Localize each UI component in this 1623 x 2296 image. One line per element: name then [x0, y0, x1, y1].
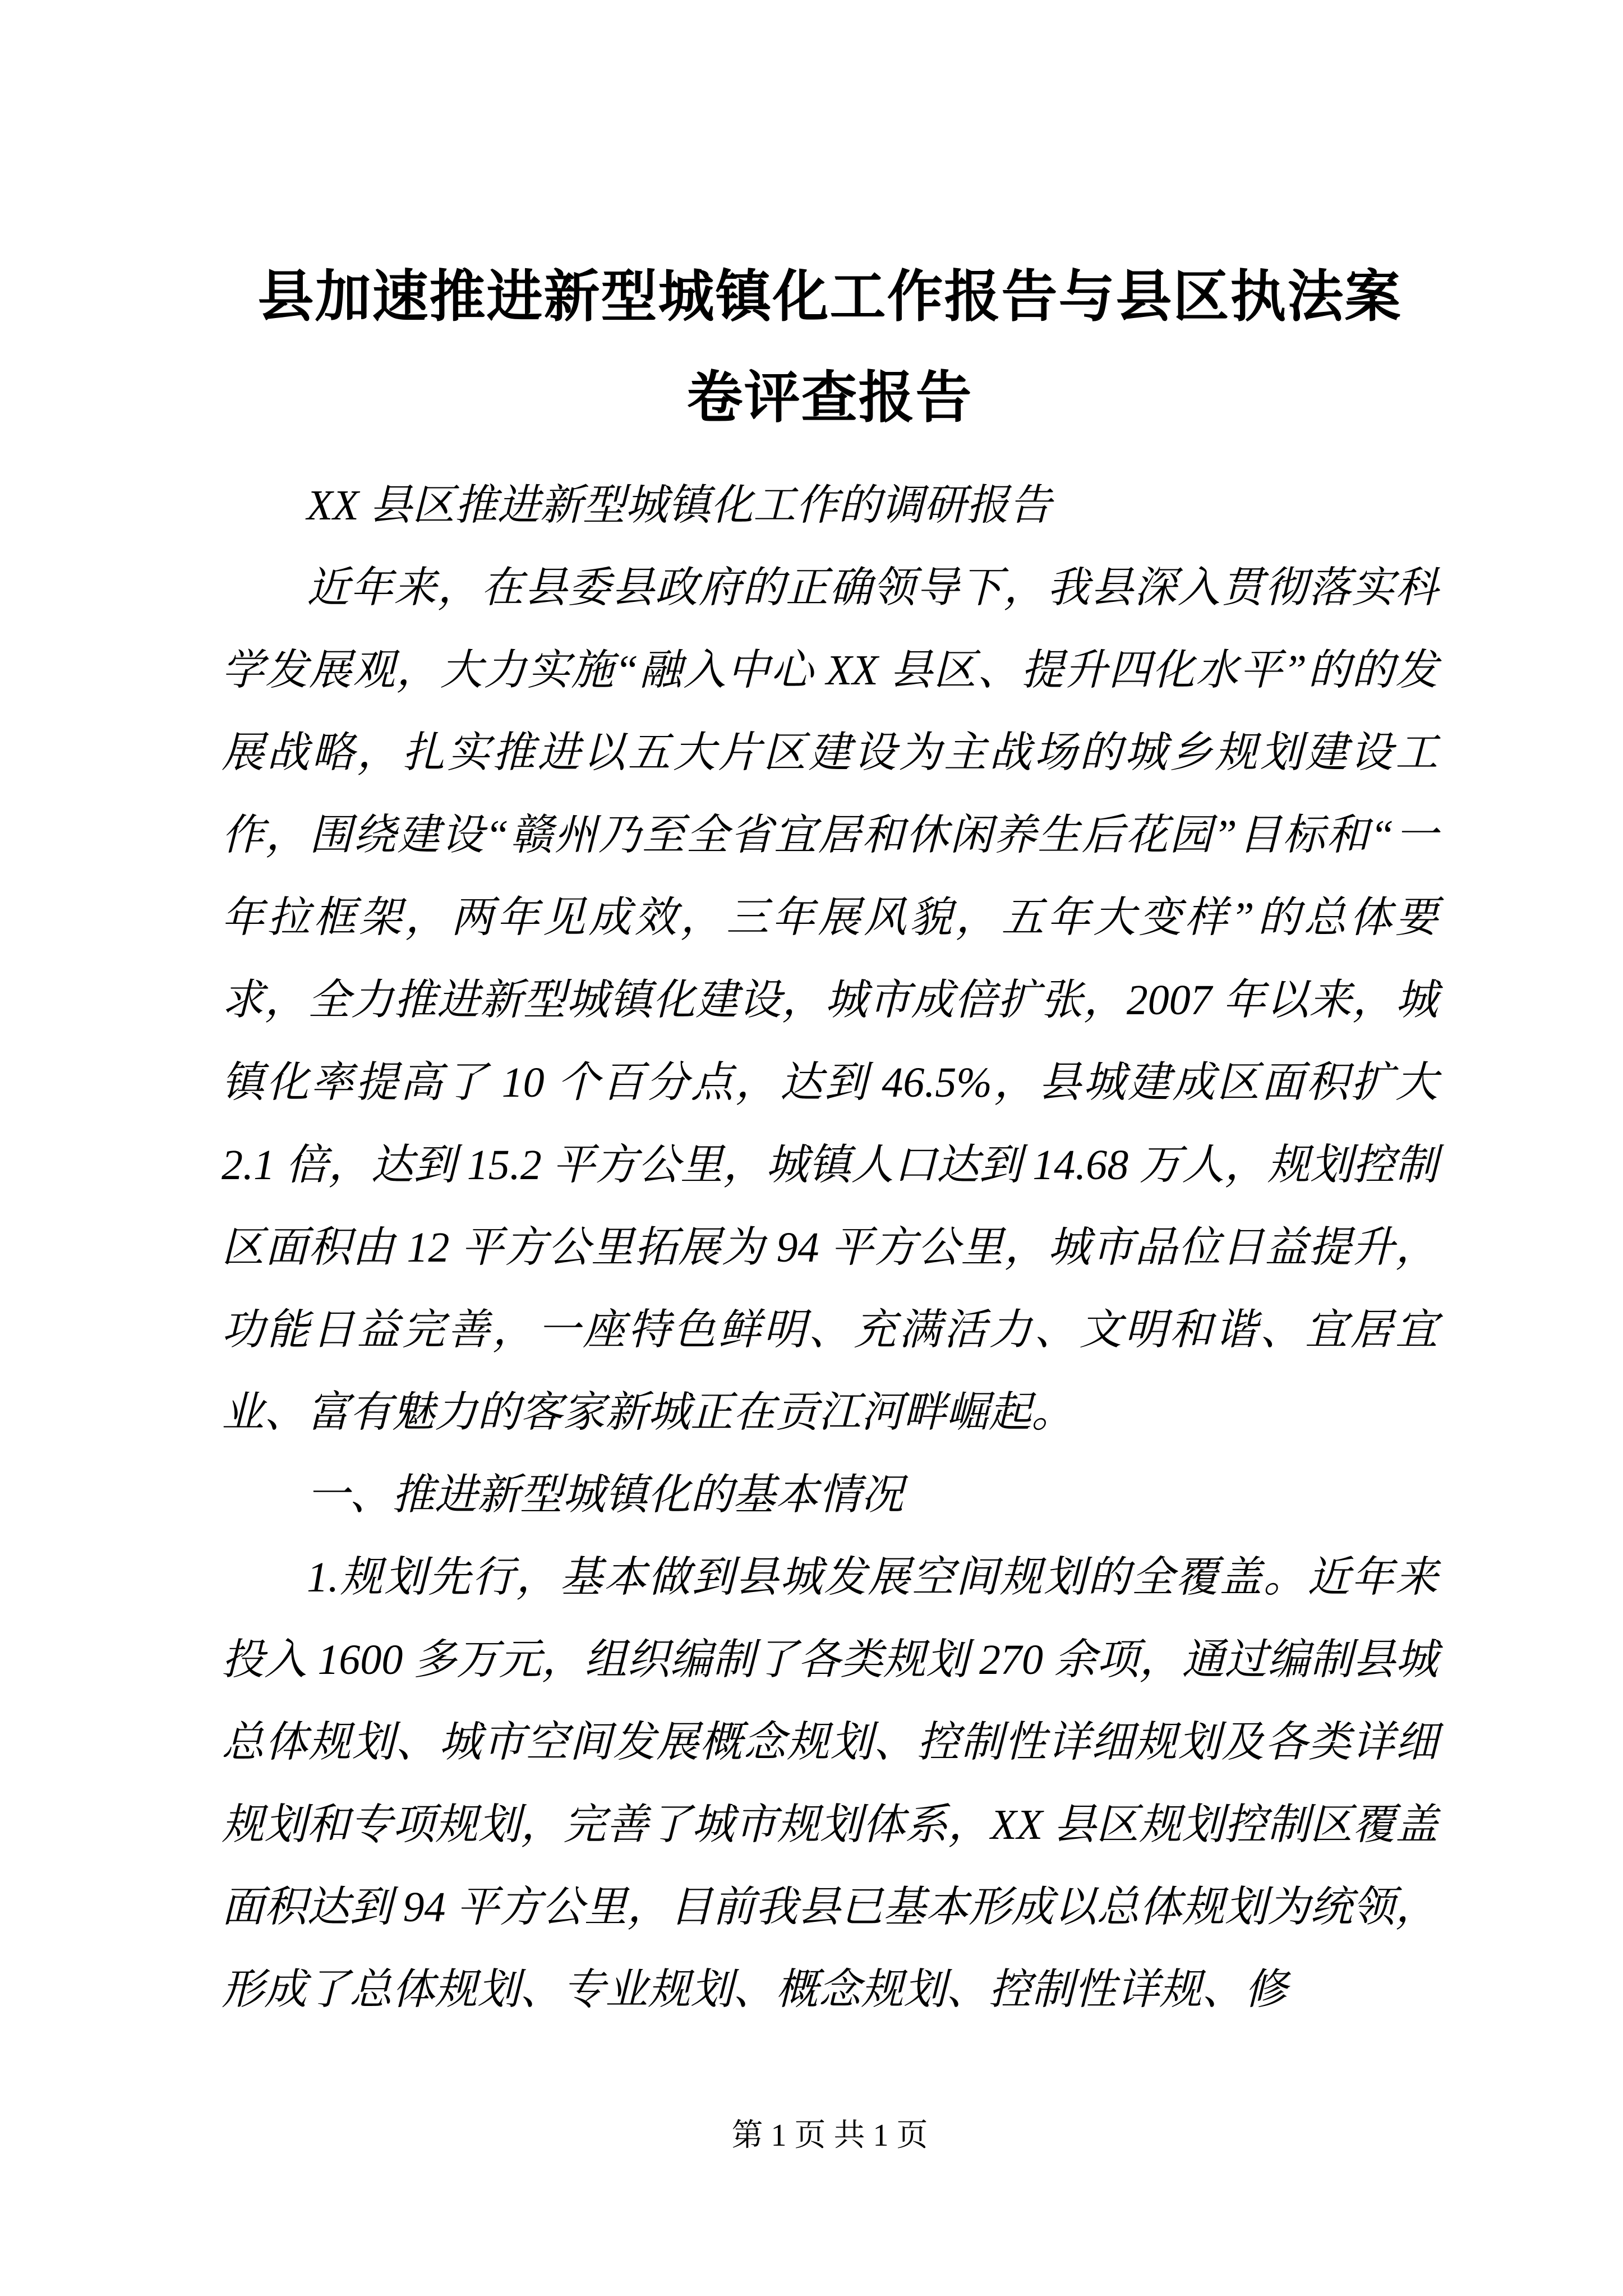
- subtitle: XX 县区推进新型城镇化工作的调研报告: [307, 482, 1052, 529]
- section-paragraph: 1.规划先行，基本做到县城发展空间规划的全覆盖。近年来投入 1600 多万元，组织编制了各类规划 270 余项，通过编制县城总体规划、城市空间发展概念规划、控制性详细规划及各类详细规划和专项规划，完善了城市规划体系，XX 县区规划控制区覆盖面积达到 94 平方公里，目前我县已基本形成以总体规划为统领，形成了总体规划、专业规划、概念规划、控制性详规、修: [222, 1554, 1438, 2013]
- page-footer: 第 1 页 共 1 页: [731, 2118, 928, 2153]
- document-title: [222, 247, 1438, 449]
- title-line-1: 县加速推进新型城镇化工作报告与县区执法案: [257, 266, 1402, 328]
- intro-paragraph: 近年来，在县委县政府的正确领导下，我县深入贯彻落实科学发展观，大力实施“融入中心 XX 县区、提升四化水平”的的发展战略，扎实推进以五大片区建设为主战场的城乡规划建设工作，围绕建设“赣州乃至全省宜居和休闲养生后花园”目标和“一年拉框架，两年见成效，三年展风貌，五年大变样”的总体要求，全力推进新型城镇化建设，城市成倍扩张，2007 年以来，城镇化率提高了 10 个百分点，达到 46.5%，县城建成区面积扩大 2.1 倍，达到 15.2 平方公里，城镇人口达到 14.68 万人，规划控制区面积由 12 平方公里拓展为 94 平方公里，城市品位日益提升，功能日益完善，一座特色鲜明、充满活力、文明和谐、宜居宜业、富有魅力的客家新城正在贡江河畔崛起。: [222, 564, 1438, 1436]
- section-heading: 一、推进新型城镇化的基本情况: [307, 1471, 903, 1519]
- title-line-2: 卷评查报告: [686, 367, 973, 429]
